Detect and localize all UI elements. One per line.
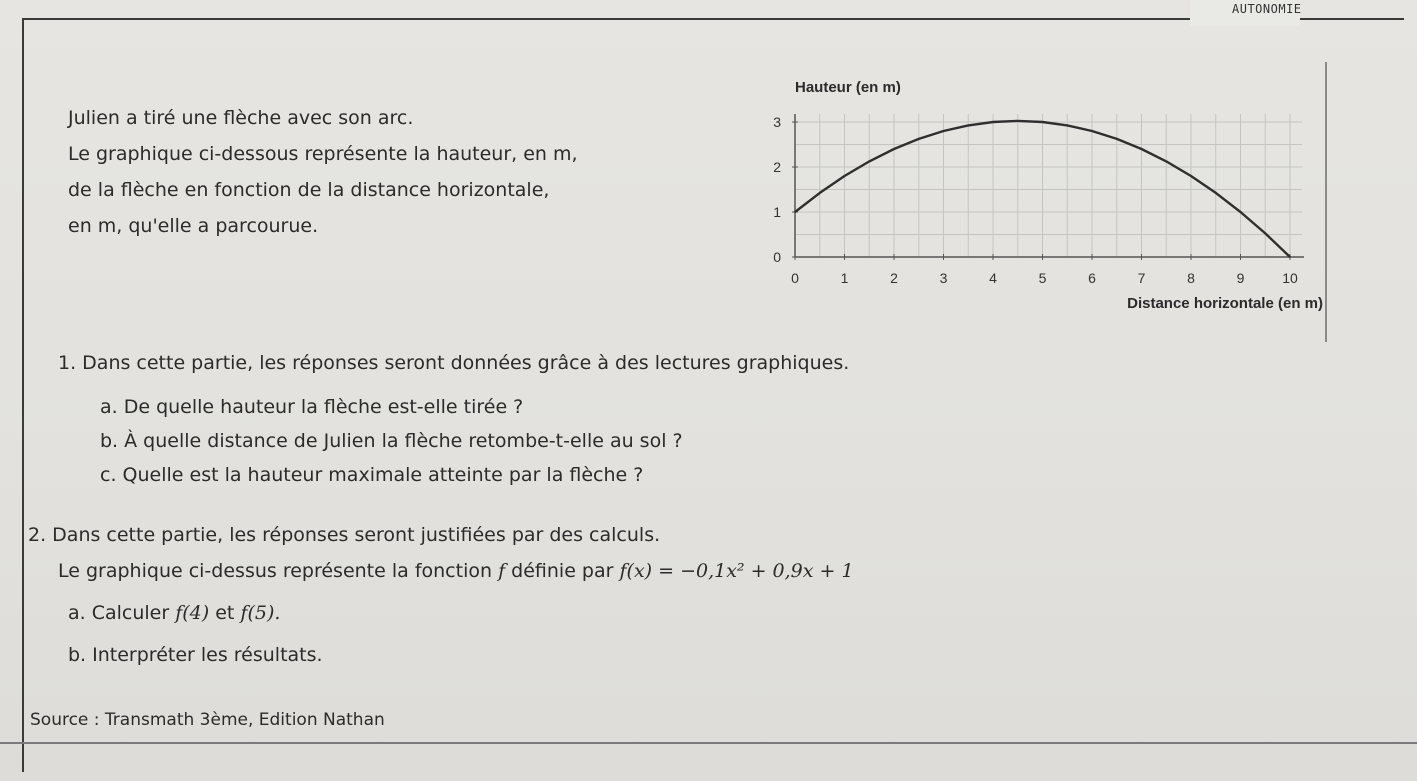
intro-text: [68, 100, 758, 244]
data-point: [794, 211, 796, 213]
trajectory-chart: [745, 72, 1335, 332]
x-tick-label: 3: [939, 270, 948, 286]
data-point: [1289, 256, 1291, 258]
f5-expression: f(5).: [240, 602, 281, 624]
data-point: [918, 138, 920, 140]
y-tick-label: 3: [773, 114, 781, 130]
y-axis-title: Hauteur (en m): [795, 79, 901, 96]
data-point: [1165, 161, 1167, 163]
intro-line: Julien a tiré une flèche avec son arc.: [68, 107, 414, 129]
part2-heading: 2. Dans cette partie, les réponses seront justifiées par des calculs.: [28, 524, 661, 546]
data-point: [1264, 233, 1266, 235]
data-point: [1190, 175, 1192, 177]
intro-line: en m, qu'elle a parcourue.: [68, 215, 319, 237]
x-tick-label: 6: [1088, 270, 1096, 286]
question-2a-prefix: a. Calculer: [68, 602, 170, 624]
y-tick-label: 2: [773, 159, 781, 175]
question-1c: c. Quelle est la hauteur maximale atteinte par la flèche ?: [100, 464, 644, 486]
data-point: [819, 192, 821, 194]
intro-line: Le graphique ci-dessous représente la hauteur, en m,: [68, 143, 578, 165]
data-point: [844, 175, 846, 177]
chart-grid: [795, 114, 1302, 257]
question-2a: [68, 602, 280, 624]
data-point: [1066, 125, 1068, 127]
part2-intro: [58, 560, 854, 582]
question-1b: b. À quelle distance de Julien la flèche retombe-t-elle au sol ?: [100, 430, 683, 452]
data-point: [1116, 138, 1118, 140]
x-tick-label: 8: [1187, 270, 1195, 286]
data-point: [992, 121, 994, 123]
defined-by-text: définie par: [511, 560, 614, 582]
y-tick-label: 1: [773, 204, 781, 220]
x-tick-label: 1: [840, 270, 849, 286]
x-tick-label: 0: [791, 270, 799, 286]
intro-line: de la flèche en fonction de la distance horizontale,: [68, 179, 550, 201]
autonomie-label: AUTONOMIE: [1232, 2, 1302, 16]
question-1a: a. De quelle hauteur la flèche est-elle tirée ?: [100, 396, 524, 418]
question-2b: b. Interpréter les résultats.: [68, 644, 323, 666]
x-tick-label: 4: [989, 270, 997, 286]
y-tick-label: 0: [773, 249, 781, 265]
x-axis-title: Distance horizontale (en m): [1127, 295, 1323, 312]
source-citation: Source : Transmath 3ème, Edition Nathan: [30, 710, 385, 730]
function-formula: f(x) = −0,1x² + 0,9x + 1: [619, 560, 854, 582]
and-text: et: [215, 602, 235, 624]
x-tick-label: 10: [1282, 270, 1298, 286]
x-tick-label: 2: [890, 270, 898, 286]
x-tick-label: 5: [1038, 270, 1047, 286]
data-point: [893, 148, 895, 150]
data-point: [1141, 148, 1143, 150]
f4-expression: f(4): [175, 602, 210, 624]
x-tick-label: 9: [1236, 270, 1245, 286]
part1-heading: 1. Dans cette partie, les réponses seront données grâce à des lectures graphiques.: [58, 352, 850, 374]
function-name: f: [498, 560, 506, 582]
data-point: [1017, 120, 1019, 122]
data-point: [967, 125, 969, 127]
x-tick-label: 7: [1137, 270, 1146, 286]
data-point: [1215, 192, 1217, 194]
data-point: [1091, 130, 1093, 132]
data-point: [1042, 121, 1044, 123]
data-point: [1240, 211, 1242, 213]
data-point: [943, 130, 945, 132]
page-bottom-line: [0, 742, 1417, 744]
data-point: [868, 161, 870, 163]
part2-intro-text: Le graphique ci-dessus représente la fonction: [58, 560, 493, 582]
